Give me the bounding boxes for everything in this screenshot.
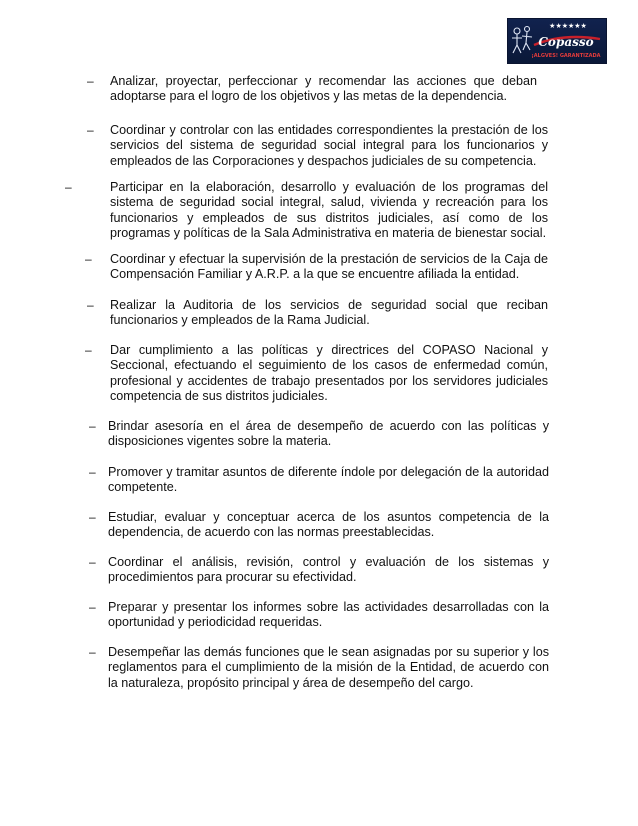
list-item-text: Estudiar, evaluar y conceptuar acerca de los asuntos competencia de la dependencia, de acuerdo con las normas preestablecidas. — [108, 510, 549, 540]
list-item — [89, 645, 549, 691]
list-item-text: Participar en la elaboración, desarrollo y evaluación de los programas del sistema de seguridad social integral, salud, vivienda y recreación para los funcionarios y empleados de sus distritos judiciales, así como de los programas y políticas de la Sala Administrativa en materia de bienestar social. — [110, 180, 548, 241]
list-item-text: Preparar y presentar los informes sobre las actividades desarrolladas con la oportunidad y periodicidad requeridas. — [108, 600, 549, 630]
list-bullet: – — [85, 252, 92, 266]
list-bullet: – — [89, 645, 96, 659]
list-bullet: – — [85, 343, 92, 357]
list-bullet: – — [87, 123, 94, 137]
list-item-text: Realizar la Auditoria de los servicios de seguridad social que reciban funcionarios y empleados de la Rama Judicial. — [110, 298, 548, 328]
list-item-text: Brindar asesoría en el área de desempeño de acuerdo con las políticas y disposiciones vigentes sobre la materia. — [108, 419, 549, 449]
list-item — [87, 123, 548, 169]
list-item-text: Coordinar y efectuar la supervisión de la prestación de servicios de la Caja de Compensación Familiar y A.R.P. a la que se encuentre afiliada la entidad. — [110, 252, 548, 282]
list-item-text: Coordinar y controlar con las entidades correspondientes la prestación de los servicios del sistema de seguridad social integral para los funcionarios y empleados de las Corporaciones y despachos judiciales de su competencia. — [110, 123, 548, 168]
list-item-text: Analizar, proyectar, perfeccionar y recomendar las acciones que deban adoptarse para el logro de los objetivos y las metas de la dependencia. — [110, 74, 537, 104]
list-item — [89, 600, 549, 631]
list-bullet: – — [89, 555, 96, 569]
list-item — [89, 555, 549, 586]
logo-stars: ★★★★★★ — [549, 22, 587, 30]
list-item — [89, 465, 549, 496]
list-bullet: – — [89, 510, 96, 524]
list-item — [85, 343, 548, 405]
list-item — [89, 510, 549, 541]
list-bullet: – — [89, 600, 96, 614]
list-item — [65, 180, 548, 242]
logo-tagline: ¡ALGVES! GARANTIZADA — [531, 53, 601, 59]
list-bullet: – — [87, 298, 94, 312]
list-item-text: Coordinar el análisis, revisión, control y evaluación de los sistemas y procedimientos para procurar su efectividad. — [108, 555, 549, 585]
list-item-text: Dar cumplimiento a las políticas y directrices del COPASO Nacional y Seccional, efectuando el seguimiento de los casos de enfermedad común, profesional y accidentes de trabajo presentados por los servidores judiciales competencia de sus distritos judiciales. — [110, 343, 548, 404]
list-bullet: – — [65, 180, 72, 194]
list-item — [87, 298, 548, 329]
list-item — [85, 252, 548, 283]
list-item — [89, 419, 549, 450]
list-item-text: Promover y tramitar asuntos de diferente índole por delegación de la autoridad competente. — [108, 465, 549, 495]
list-item — [87, 74, 537, 105]
list-bullet: – — [89, 465, 96, 479]
logo-wordmark: Copasso — [538, 35, 594, 49]
list-item-text: Desempeñar las demás funciones que le sean asignadas por su superior y los reglamentos para el cumplimiento de la misión de la Entidad, de acuerdo con la naturaleza, propósito principal y área de desempeño del cargo. — [108, 645, 549, 690]
list-bullet: – — [89, 419, 96, 433]
list-bullet: – — [87, 74, 94, 88]
